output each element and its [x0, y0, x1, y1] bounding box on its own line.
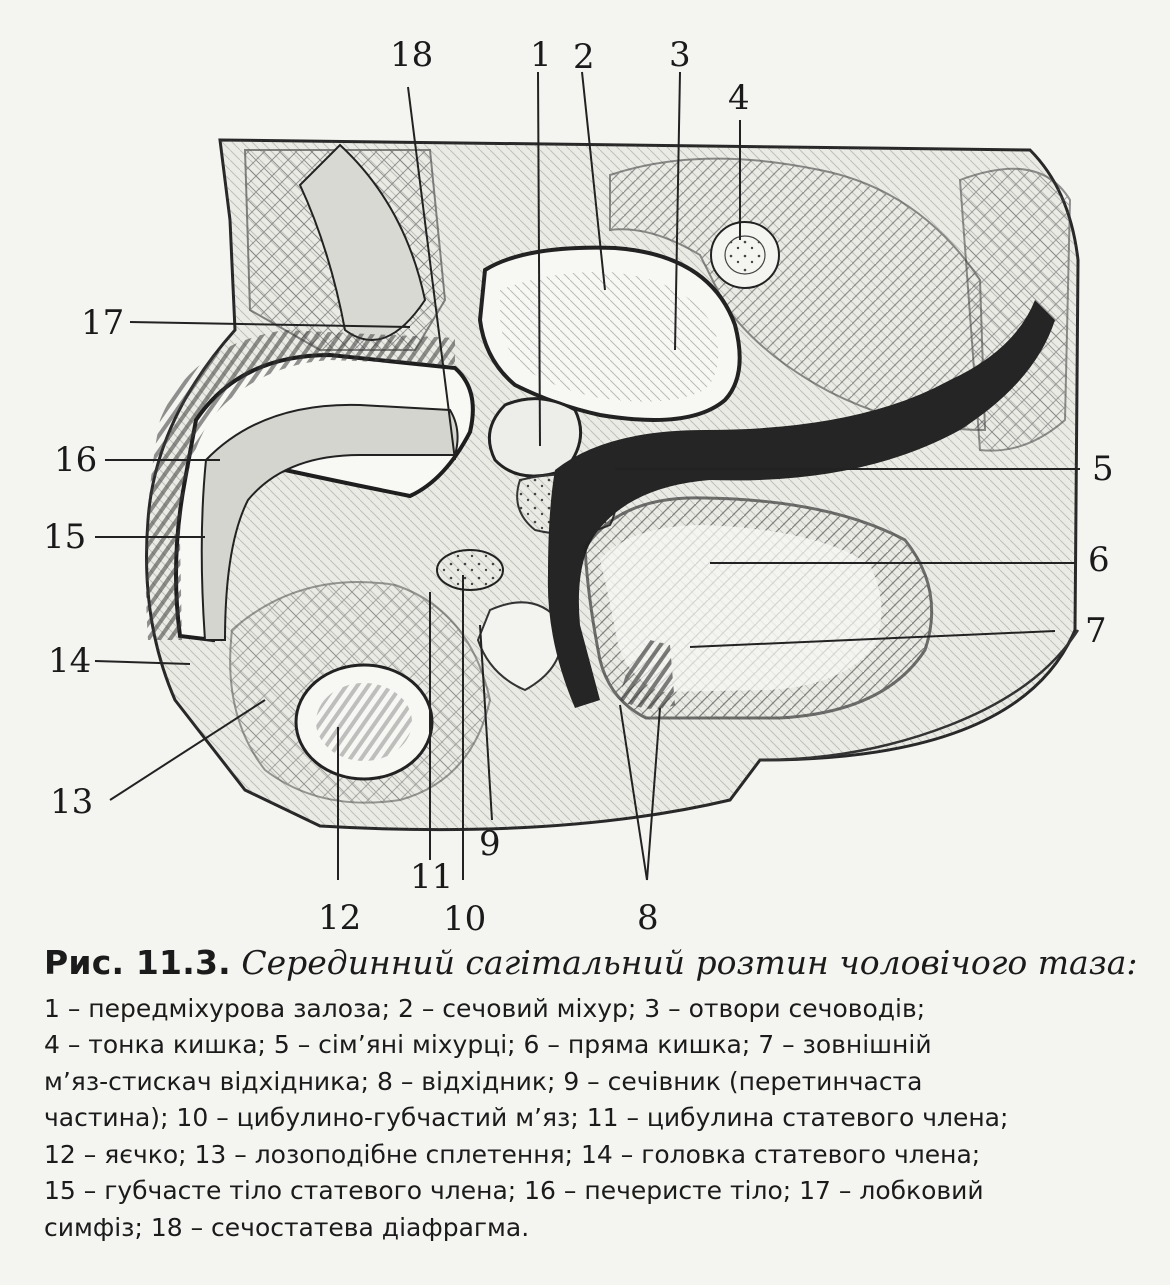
- label-1-prostate: 1: [530, 35, 552, 75]
- label-13-pampiniform-plexus: 13: [50, 782, 94, 822]
- label-4-small-intestine: 4: [728, 78, 750, 118]
- legend-line: симфіз; 18 – сечостатева діафрагма.: [44, 1212, 530, 1242]
- label-12-testis: 12: [318, 898, 362, 938]
- figure-caption: [44, 943, 1138, 1246]
- legend-line: 1 – передміхурова залоза; 2 – сечовий міхур; 3 – отвори сечоводів;: [44, 993, 926, 1023]
- label-9-urethra: 9: [479, 824, 501, 864]
- label-7-external-anal-sphincter: 7: [1085, 611, 1107, 651]
- label-11-penile-bulb: 11: [410, 857, 454, 897]
- label-2-bladder: 2: [573, 37, 595, 77]
- label-8-anus: 8: [637, 898, 659, 938]
- figure-number: Рис. 11.3.: [44, 943, 231, 982]
- legend-line: 15 – губчасте тіло статевого члена; 16 – печеристе тіло; 17 – лобковий: [44, 1176, 984, 1206]
- label-15-corpus-spongiosum: 15: [43, 517, 87, 557]
- caption-title-row: [44, 943, 1138, 983]
- label-6-rectum: 6: [1088, 540, 1110, 580]
- label-5-seminal-vesicles: 5: [1092, 449, 1114, 489]
- label-3-ureter-openings: 3: [669, 35, 691, 75]
- label-16-corpus-cavernosum: 16: [54, 440, 98, 480]
- caption-legend: [44, 991, 1134, 1247]
- cut-off-next-line: [44, 1256, 1044, 1284]
- legend-line: частина); 10 – цибулино-губчастий м’яз; 11 – цибулина статевого члена;: [44, 1103, 1009, 1133]
- label-10-bulbospongiosus: 10: [443, 899, 487, 939]
- legend-line: 12 – яєчко; 13 – лозоподібне сплетення; 14 – головка статевого члена;: [44, 1139, 981, 1169]
- figure-title: Серединний сагітальний розтин чоловічого таза:: [241, 943, 1138, 982]
- label-17-pubic-symphysis: 17: [81, 303, 125, 343]
- label-14-glans-penis: 14: [48, 641, 92, 681]
- label-18-diaphragm: 18: [390, 35, 434, 75]
- legend-line: м’яз-стискач відхідника; 8 – відхідник; 9 – сечівник (перетинчаста: [44, 1066, 923, 1096]
- legend-line: 4 – тонка кишка; 5 – сім’яні міхурці; 6 – пряма кишка; 7 – зовнішній: [44, 1030, 932, 1060]
